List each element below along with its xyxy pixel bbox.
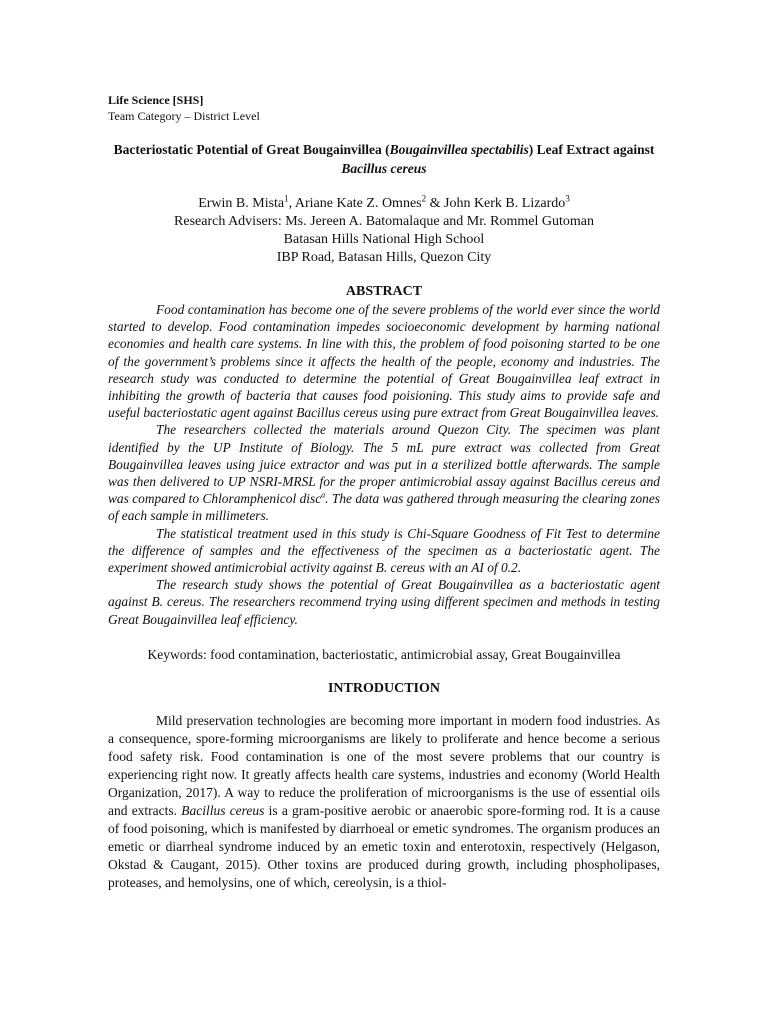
abstract-text: The researchers collected the materials around Quezon City. The specimen was plant identified by the UP Institute of Biology. The 5 mL pure extract was collected from Great Bougainvillea leaves using juice extractor and was put in a sterilized bottle afterwards. The sample was then delivered to UP NSRI-MRSL for the proper antimicrobial assay against Bacillus cereus and was compared to Chloramphenicol disc	[108, 422, 660, 507]
abstract-paragraph: Food contamination has become one of the severe problems of the world ever since the world started to develop. Food contamination impedes socioeconomic development by harming national economies and health care systems. In line with this, the problem of food poisoning started to be one of the government’s problems since it affects the health of the people, economy and industries. The research study was conducted to determine the potential of Great Bougainvillea leaf extract in inhibiting the growth of bacteria that causes food poisioning. This study aims to provide safe and useful bacteriostatic agent against Bacillus cereus using pure extract from Great Bougainvillea leaves.	[108, 302, 660, 421]
introduction-paragraph	[108, 712, 660, 892]
title-part: ) Leaf Extract against	[528, 142, 655, 157]
introduction-body	[108, 712, 660, 892]
category-header	[108, 92, 660, 124]
author-affiliation-mark: 2	[421, 193, 427, 204]
school-name: Batasan Hills National High School	[283, 232, 485, 247]
research-advisers: Research Advisers: Ms. Jereen A. Batomalaque and Mr. Rommel Gutoman	[174, 214, 594, 229]
abstract-paragraph	[108, 421, 660, 524]
title-part: Bacteriostatic Potential of Great Bougainvillea (	[113, 142, 390, 157]
intro-text: Mild preservation technologies are becoming more important in modern food industries. As a consequence, spore-forming microorganisms are likely to proliferate and hence become a serious food safety risk. Food contamination is one of the most severe problems that our country is experiencing right now. It greatly affects health care systems, industries and economy (World Health Organization, 2017). A way to reduce the proliferation of microorganisms is the use of essential oils and extracts.	[108, 712, 660, 818]
title-organism: Bacillus cereus	[341, 161, 427, 176]
footnote-mark: a	[321, 490, 326, 500]
abstract-heading: ABSTRACT	[345, 284, 423, 299]
intro-text: is a gram-positive aerobic or anaerobic spore-forming rod. It is a cause of food poisoning, which is manifested by diarrhoeal or emetic syndromes. The organism produces an emetic or diarrheal syndrome induced by an emetic toxin and enterotoxin, respectively (Helgason, Okstad & Caugant, 2015). Other toxins are produced during growth, including phospholipases, proteases, and hemolysins, one of which, cereolysin, is a thiol-	[108, 802, 661, 890]
intro-organism-name: Bacillus cereus	[181, 802, 265, 818]
school-address: IBP Road, Batasan Hills, Quezon City	[276, 250, 492, 265]
author-name: John Kerk B. Lizardo	[444, 196, 566, 211]
author-affiliation-mark: 1	[284, 193, 289, 204]
abstract-paragraph: The statistical treatment used in this study is Chi-Square Goodness of Fit Test to determine the difference of samples and the effectiveness of the specimen as a bacteriostatic agent. The experiment showed antimicrobial activity against B. cereus with an AI of 0.2.	[108, 525, 660, 576]
title-species: Bougainvillea spectabilis	[389, 142, 529, 157]
author-affiliation-mark: 3	[565, 193, 570, 204]
paper-title	[108, 140, 660, 178]
introduction-heading: INTRODUCTION	[327, 680, 440, 696]
team-category-line: Team Category – District Level	[108, 109, 260, 123]
abstract-paragraph: The research study shows the potential of Great Bougainvillea as a bacteriostatic agent against B. cereus. The researchers recommend trying using different specimen and methods in testing Great Bougainvillea leaf efficiency.	[108, 577, 660, 627]
abstract-text: . The data was gathered through measuring the clearing zones of each sample in millimeters.	[108, 491, 660, 524]
author-name: Ariane Kate Z. Omnes	[294, 196, 422, 211]
authors-block	[108, 195, 660, 267]
author-separator: ,	[288, 196, 295, 211]
author-name: Erwin B. Mista	[198, 196, 285, 211]
category-line: Life Science [SHS]	[108, 93, 204, 107]
keywords-line: Keywords: food contamination, bacteriostatic, antimicrobial assay, Great Bougainvillea	[147, 646, 621, 662]
author-list	[108, 195, 660, 213]
abstract-body	[108, 301, 660, 628]
author-separator: &	[426, 196, 444, 211]
